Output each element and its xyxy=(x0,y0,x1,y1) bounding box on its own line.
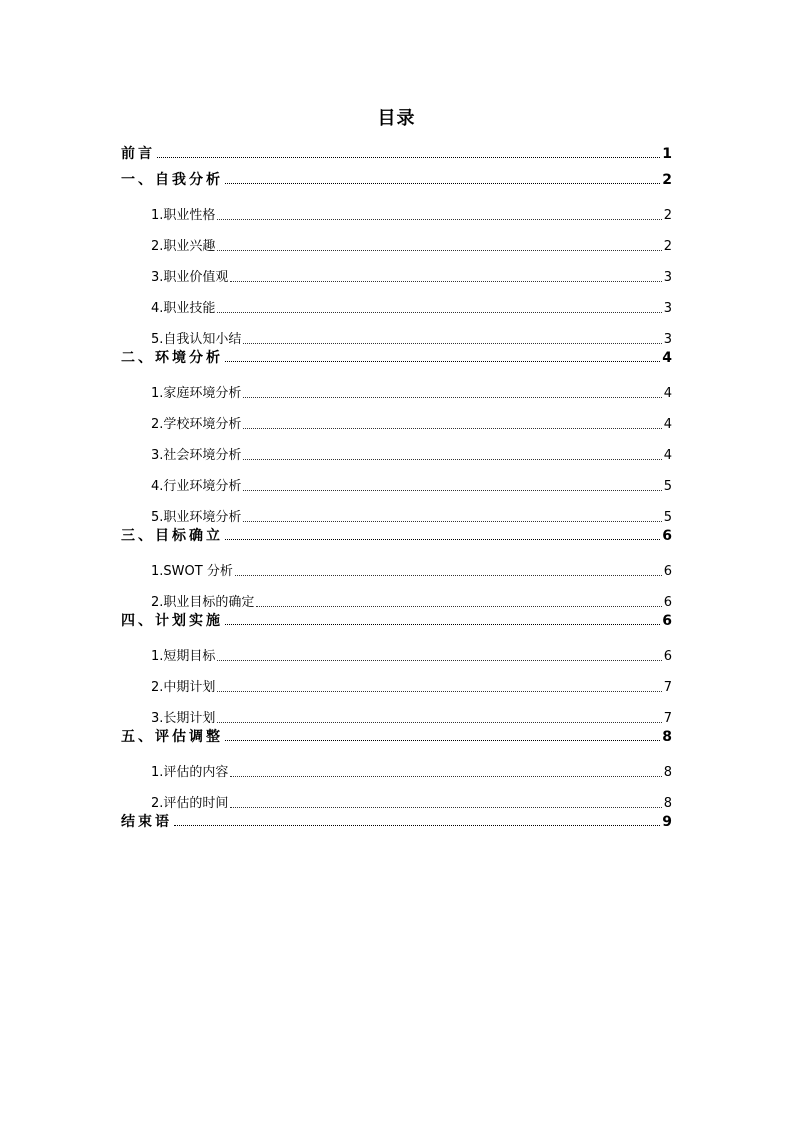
toc-entry-label: 1.短期目标 xyxy=(151,649,216,664)
toc-leader-dots xyxy=(217,721,661,723)
toc-entry[interactable] xyxy=(121,255,672,286)
toc-page-number: 6 xyxy=(663,595,672,610)
toc-leader-dots xyxy=(225,360,660,362)
toc-entry-label: 2.评估的时间 xyxy=(151,796,229,811)
toc-leader-dots xyxy=(174,824,660,826)
toc-entry[interactable] xyxy=(121,665,672,696)
toc-entry-label: 一、自我分析 xyxy=(121,172,223,188)
toc-entry[interactable] xyxy=(121,138,672,162)
toc-entry-label: 3.社会环境分析 xyxy=(151,448,242,463)
toc-page-number: 4 xyxy=(662,350,672,366)
toc-entry-label: 1.SWOT 分析 xyxy=(151,564,233,579)
toc-page-number: 7 xyxy=(663,680,672,695)
toc-leader-dots xyxy=(230,775,661,777)
toc-entry-label: 1.家庭环境分析 xyxy=(151,386,242,401)
toc-page-number: 9 xyxy=(662,814,672,830)
toc-entry-label: 结束语 xyxy=(121,814,172,830)
toc-page-number: 2 xyxy=(663,239,672,254)
toc-leader-dots xyxy=(230,280,661,282)
toc-entry[interactable] xyxy=(121,696,672,727)
toc-entry-label: 前言 xyxy=(121,146,155,162)
toc-entry[interactable] xyxy=(121,745,672,781)
toc-entry-label: 2.职业兴趣 xyxy=(151,239,216,254)
toc-leader-dots xyxy=(243,489,661,491)
toc-page-number: 4 xyxy=(663,417,672,432)
toc-entry[interactable] xyxy=(121,402,672,433)
toc-page-number: 3 xyxy=(663,270,672,285)
toc-leader-dots xyxy=(217,659,661,661)
toc-page-number: 8 xyxy=(662,729,672,745)
toc-entry[interactable] xyxy=(121,580,672,611)
toc-leader-dots xyxy=(243,396,661,398)
toc-page-number: 5 xyxy=(663,510,672,525)
toc-entry-label: 1.评估的内容 xyxy=(151,765,229,780)
toc-entry[interactable] xyxy=(121,464,672,495)
toc-list xyxy=(121,138,672,830)
toc-entry-label: 3.长期计划 xyxy=(151,711,216,726)
toc-leader-dots xyxy=(217,690,661,692)
toc-page-number: 8 xyxy=(663,765,672,780)
toc-entry-label: 3.职业价值观 xyxy=(151,270,229,285)
toc-leader-dots xyxy=(225,182,660,184)
toc-entry-label: 2.学校环境分析 xyxy=(151,417,242,432)
toc-leader-dots xyxy=(225,538,660,540)
toc-leader-dots xyxy=(243,520,661,522)
toc-leader-dots xyxy=(225,623,660,625)
toc-leader-dots xyxy=(243,342,661,344)
toc-entry[interactable] xyxy=(121,317,672,348)
toc-page-number: 2 xyxy=(663,208,672,223)
toc-leader-dots xyxy=(230,806,661,808)
toc-page-number: 4 xyxy=(663,448,672,463)
toc-page-number: 6 xyxy=(663,649,672,664)
toc-entry[interactable] xyxy=(121,224,672,255)
toc-leader-dots xyxy=(225,739,660,741)
toc-leader-dots xyxy=(243,427,661,429)
toc-page-number: 8 xyxy=(663,796,672,811)
toc-page-number: 7 xyxy=(663,711,672,726)
toc-entry[interactable] xyxy=(121,188,672,224)
toc-entry-label: 四、计划实施 xyxy=(121,613,223,629)
toc-entry[interactable] xyxy=(121,781,672,812)
toc-page-number: 4 xyxy=(663,386,672,401)
toc-page-number: 3 xyxy=(663,332,672,347)
toc-entry[interactable] xyxy=(121,433,672,464)
toc-leader-dots xyxy=(217,249,661,251)
toc-entry[interactable] xyxy=(121,366,672,402)
toc-entry[interactable] xyxy=(121,629,672,665)
toc-entry-label: 5.自我认知小结 xyxy=(151,332,242,347)
toc-entry[interactable] xyxy=(121,544,672,580)
toc-entry-label: 4.行业环境分析 xyxy=(151,479,242,494)
toc-entry-label: 4.职业技能 xyxy=(151,301,216,316)
toc-page-number: 6 xyxy=(662,528,672,544)
toc-entry[interactable] xyxy=(121,495,672,526)
toc-entry-label: 三、目标确立 xyxy=(121,528,223,544)
toc-entry[interactable] xyxy=(121,286,672,317)
toc-leader-dots xyxy=(217,218,661,220)
toc-leader-dots xyxy=(243,458,661,460)
toc-entry[interactable] xyxy=(121,164,672,188)
toc-page-number: 5 xyxy=(663,479,672,494)
toc-entry-label: 2.职业目标的确定 xyxy=(151,595,255,610)
toc-leader-dots xyxy=(217,311,661,313)
toc-page-number: 2 xyxy=(662,172,672,188)
toc-entry-label: 1.职业性格 xyxy=(151,208,216,223)
toc-entry-label: 二、环境分析 xyxy=(121,350,223,366)
toc-entry-label: 5.职业环境分析 xyxy=(151,510,242,525)
toc-page-number: 6 xyxy=(662,613,672,629)
toc-leader-dots xyxy=(157,156,660,158)
toc-title: 目录 xyxy=(377,108,416,129)
toc-entry-label: 五、评估调整 xyxy=(121,729,223,745)
toc-page-number: 6 xyxy=(663,564,672,579)
toc-entry-label: 2.中期计划 xyxy=(151,680,216,695)
toc-leader-dots xyxy=(235,574,662,576)
toc-page-number: 3 xyxy=(663,301,672,316)
toc-page-number: 1 xyxy=(662,146,672,162)
toc-leader-dots xyxy=(256,605,661,607)
